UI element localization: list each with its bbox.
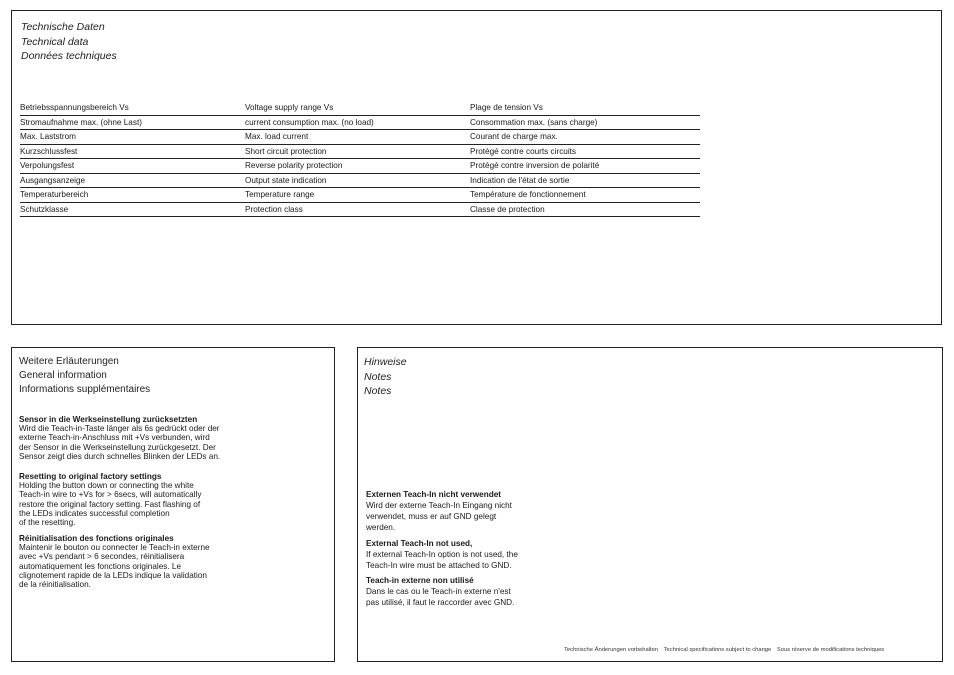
notes-title <box>364 355 407 399</box>
table-row <box>20 188 700 203</box>
cell-de: Kurzschlussfest <box>20 144 245 159</box>
note-heading: Externen Teach-In nicht verwendet <box>366 490 501 499</box>
note-line: Wird der externe Teach-In Eingang nicht <box>366 501 512 510</box>
footer-en: Technical specifications subject to change <box>663 647 772 653</box>
table-row <box>20 173 700 188</box>
note-line: verwendet, muss er auf GND gelegt <box>366 512 497 521</box>
title-fr: Notes <box>364 385 392 397</box>
cell-fr: Courant de charge max. <box>470 130 700 145</box>
reset-paragraph-en <box>19 472 249 527</box>
cell-fr: Plage de tension Vs <box>470 101 700 115</box>
note-line: pas utilisé, il faut le raccorder avec GND. <box>366 598 515 607</box>
cell-de: Schutzklasse <box>20 202 245 217</box>
note-heading: External Teach-In not used, <box>366 539 473 548</box>
general-information-title <box>19 355 150 397</box>
paragraph-line: de la réinitialisation. <box>19 580 91 590</box>
cell-en: Temperature range <box>245 188 470 203</box>
teach-in-note-en <box>366 538 546 571</box>
table-row <box>20 115 700 130</box>
general-information-panel <box>11 347 335 662</box>
title-de: Technische Daten <box>21 21 105 33</box>
cell-fr: Indication de l'état de sortie <box>470 173 700 188</box>
paragraph-line: automatiquement les fonctions originales. Le <box>19 561 182 571</box>
teach-in-note-de <box>366 489 541 533</box>
paragraph-line: Maintenir le bouton ou connecter le Teach-in externe <box>19 543 210 553</box>
paragraph-line: clignotement rapide de la LEDs indique la validation <box>19 570 207 580</box>
table-row <box>20 101 700 115</box>
reset-paragraph-fr <box>19 534 249 589</box>
paragraph-line: Sensor zeigt dies durch schnelles Blinken der LEDs an. <box>19 451 221 461</box>
cell-fr: Protégé contre inversion de polarité <box>470 159 700 174</box>
paragraph-heading: Resetting to original factory settings <box>19 472 162 481</box>
paragraph-line: of the resetting. <box>19 518 76 528</box>
paragraph-line: the LEDs indicates successful completion <box>19 508 170 518</box>
note-line: Dans le cas ou le Teach-in externe n'est <box>366 587 511 596</box>
cell-fr: Classe de protection <box>470 202 700 217</box>
cell-en: Reverse polarity protection <box>245 159 470 174</box>
cell-de: Verpolungsfest <box>20 159 245 174</box>
title-de: Weitere Erläuterungen <box>19 356 119 367</box>
cell-fr: Température de fonctionnement <box>470 188 700 203</box>
title-en: General information <box>19 370 107 381</box>
cell-en: Voltage supply range Vs <box>245 101 470 115</box>
paragraph-heading: Sensor in die Werkseinstellung zurücksetzten <box>19 415 198 424</box>
paragraph-line: Teach-in wire to +Vs for > 6secs, will automatically <box>19 490 202 500</box>
paragraph-line: Holding the button down or connecting the white <box>19 481 194 491</box>
cell-en: Protection class <box>245 202 470 217</box>
notes-panel <box>357 347 943 662</box>
footer-de: Technische Änderungen vorbehalten <box>564 647 659 653</box>
paragraph-line: restore the original factory setting. Fast flashing of <box>19 499 201 509</box>
paragraph-line: Wird die Teach-in-Taste länger als 6s gedrückt oder der <box>19 424 220 434</box>
paragraph-heading: Réinitialisation des fonctions originales <box>19 534 174 543</box>
paragraph-line: externe Teach-in-Anschluss mit +Vs verbunden, wird <box>19 433 210 443</box>
note-line: Teach-In wire must be attached to GND. <box>366 561 512 570</box>
paragraph-line: avec +Vs pendant > 6 secondes, réinitialisera <box>19 552 185 562</box>
technical-data-title <box>21 20 117 64</box>
teach-in-note-fr <box>366 575 541 608</box>
note-heading: Teach-in externe non utilisé <box>366 576 474 585</box>
cell-en: Max. load current <box>245 130 470 145</box>
cell-de: Max. Laststrom <box>20 130 245 145</box>
title-en: Notes <box>364 370 392 383</box>
table-row <box>20 159 700 174</box>
reset-paragraph-de <box>19 415 249 461</box>
cell-de: Stromaufnahme max. (ohne Last) <box>20 115 245 130</box>
table-row <box>20 130 700 145</box>
title-en: Technical data <box>21 35 89 48</box>
footer-fr: Sous réserve de modifications techniques <box>776 647 885 653</box>
note-line: If external Teach-In option is not used, the <box>366 550 518 559</box>
footer-disclaimer <box>564 647 888 653</box>
cell-en: Short circuit protection <box>245 144 470 159</box>
table-row <box>20 144 700 159</box>
cell-en: current consumption max. (no load) <box>245 115 470 130</box>
title-fr: Informations supplémentaires <box>19 384 151 395</box>
paragraph-line: der Sensor in die Werkseinstellung zurückgesetzt. Der <box>19 442 216 452</box>
cell-fr: Protégé contre courts circuits <box>470 144 700 159</box>
cell-en: Output state indication <box>245 173 470 188</box>
note-line: werden. <box>366 523 396 532</box>
technical-data-table <box>20 101 700 217</box>
cell-de: Ausgangsanzeige <box>20 173 245 188</box>
table-row <box>20 202 700 217</box>
cell-de: Betriebsspannungsbereich Vs <box>20 101 245 115</box>
cell-de: Temperaturbereich <box>20 188 245 203</box>
title-fr: Données techniques <box>21 50 117 62</box>
cell-fr: Consommation max. (sans charge) <box>470 115 700 130</box>
technical-data-panel <box>11 10 942 325</box>
title-de: Hinweise <box>364 356 407 368</box>
